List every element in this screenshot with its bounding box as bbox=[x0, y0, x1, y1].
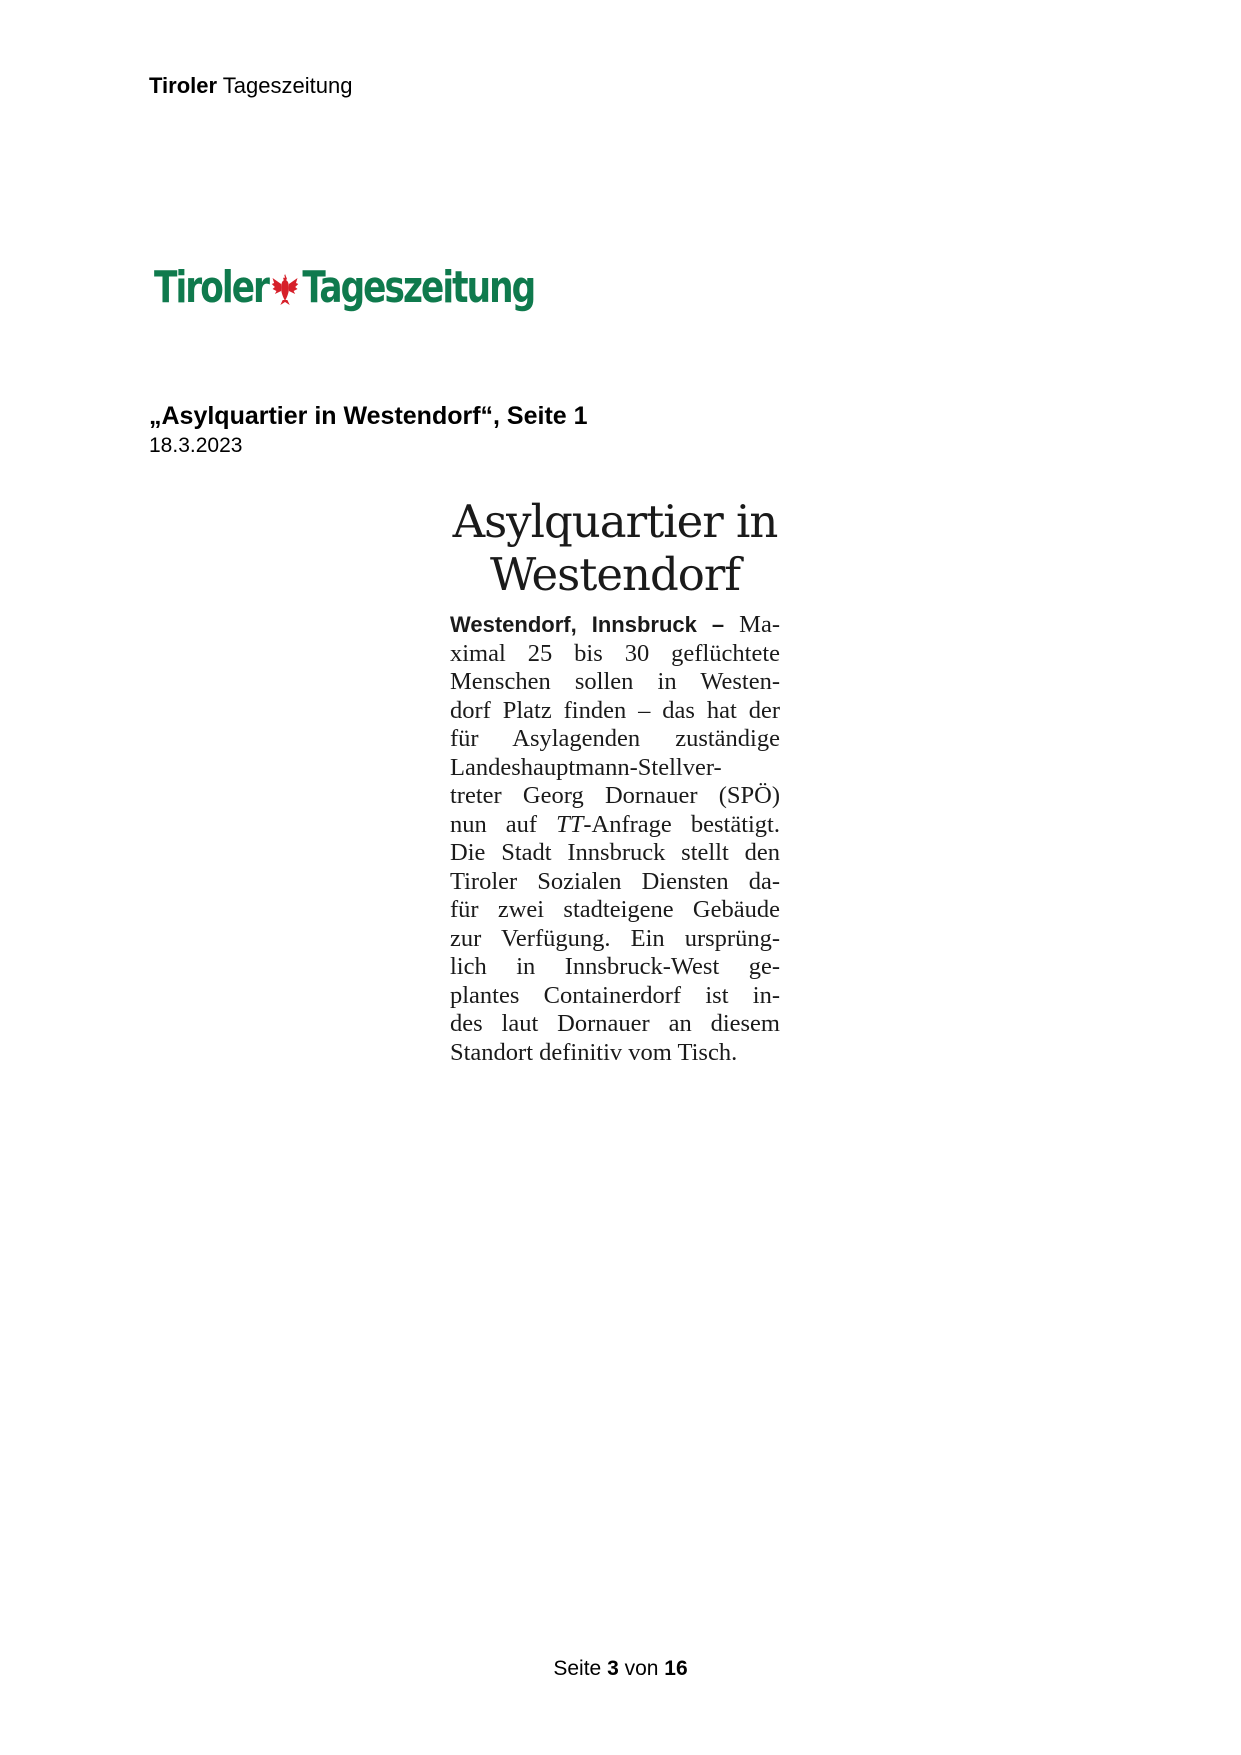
article-body bbox=[450, 611, 780, 1067]
body-line-text: -Anfrage bestätigt. bbox=[583, 810, 780, 838]
header-brand-bold: Tiroler bbox=[149, 73, 218, 98]
header-brand-rest: Tageszeitung bbox=[222, 73, 353, 98]
body-line-text: Ma- bbox=[724, 611, 780, 638]
newspaper-logo bbox=[154, 262, 534, 314]
clip-date: 18.3.2023 bbox=[149, 434, 243, 457]
body-line bbox=[450, 611, 780, 640]
body-line: plantes Containerdorf ist in- bbox=[450, 981, 780, 1009]
body-line: dorf Platz finden – das hat der bbox=[450, 696, 780, 724]
headline-line: Westendorf bbox=[489, 548, 741, 601]
headline-line: Asylquartier in bbox=[452, 495, 778, 548]
body-line-text: nun auf bbox=[450, 810, 557, 838]
footer-middle: von bbox=[618, 1657, 665, 1680]
tt-italic: TT bbox=[556, 810, 584, 838]
body-line bbox=[450, 811, 780, 840]
body-line: Standort definitiv vom Tisch. bbox=[450, 1038, 738, 1066]
article-headline bbox=[450, 495, 780, 601]
article-dateline: Westendorf, Innsbruck – bbox=[450, 612, 725, 637]
logo-left-word: Tiroler bbox=[154, 262, 269, 313]
footer-page-total: 16 bbox=[664, 1657, 688, 1680]
body-line: des laut Dornauer an diesem bbox=[450, 1010, 780, 1037]
footer-prefix: Seite bbox=[553, 1657, 608, 1680]
body-line: lich in Innsbruck-West ge- bbox=[450, 953, 780, 980]
header-brand bbox=[149, 73, 352, 99]
body-line: Landeshauptmann-Stellver- bbox=[450, 753, 722, 781]
body-line: für zwei stadteigene Gebäude bbox=[450, 896, 780, 923]
body-line: zur Verfügung. Ein ursprüng- bbox=[450, 924, 780, 952]
article-clipping bbox=[450, 495, 780, 1067]
body-line: Tiroler Sozialen Diensten da- bbox=[450, 867, 780, 895]
clip-title: „Asylquartier in Westendorf“, Seite 1 bbox=[149, 402, 588, 430]
body-line: für Asylagenden zuständige bbox=[450, 725, 780, 752]
footer-page-number: 3 bbox=[607, 1657, 619, 1680]
eagle-icon bbox=[271, 270, 299, 306]
body-line: Menschen sollen in Westen- bbox=[450, 668, 780, 695]
logo-right-word: Tageszeitung bbox=[302, 262, 535, 313]
body-line: Die Stadt Innsbruck stellt den bbox=[450, 839, 780, 866]
body-line: treter Georg Dornauer (SPÖ) bbox=[450, 782, 780, 809]
body-line: ximal 25 bis 30 geflüchtete bbox=[450, 639, 780, 667]
page-footer bbox=[0, 1656, 1241, 1681]
